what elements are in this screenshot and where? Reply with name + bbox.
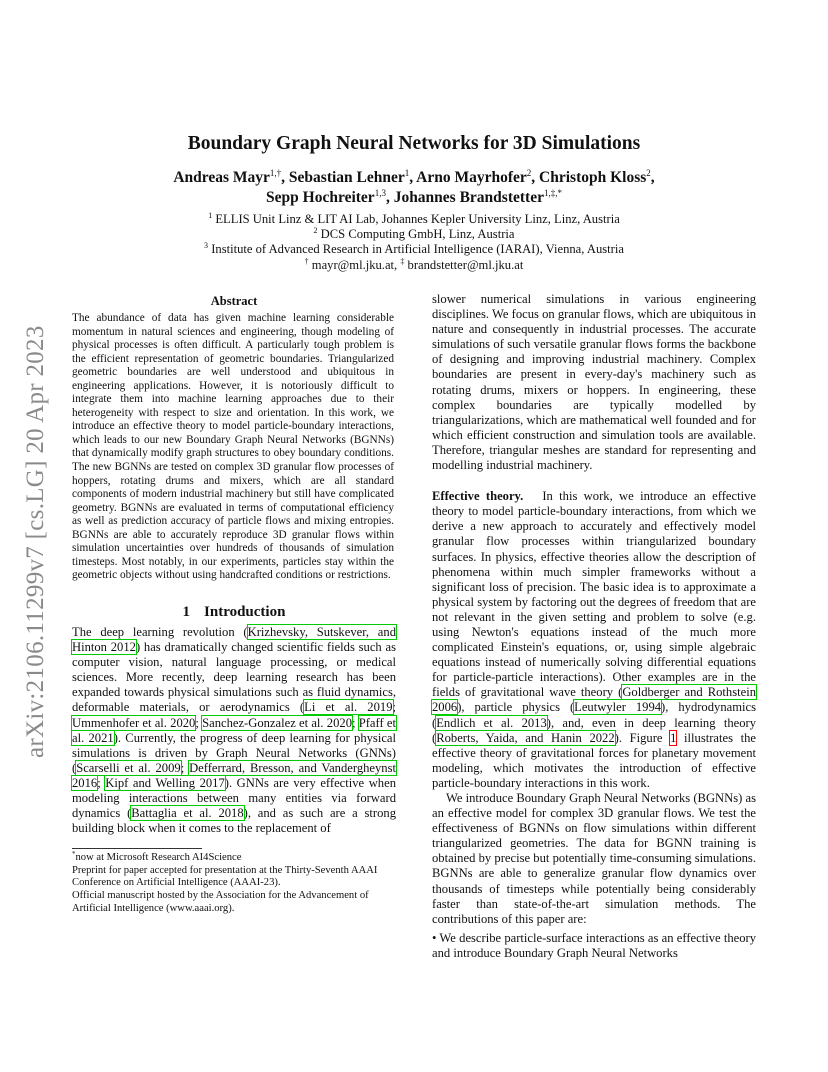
citation-link[interactable]: Sanchez-Gonzalez et al. 2020 bbox=[202, 715, 352, 730]
citation-link[interactable]: Battaglia et al. 2018 bbox=[131, 806, 244, 821]
footnote-affiliation: *now at Microsoft Research AI4Science bbox=[72, 850, 242, 864]
contribution-bullet: • We describe particle-surface interactions as an effective theory and introduce Boundary Graph Neural Networks bbox=[432, 930, 756, 960]
author: Sebastian Lehner$^1$, bbox=[288, 168, 417, 186]
section-heading-introduction: 1 Introduction bbox=[182, 603, 286, 620]
footnote-manuscript: Official manuscript hosted by the Association for the Advancement of Artificial Intelligence (www.aaai.org). bbox=[72, 890, 369, 914]
citation-link[interactable]: Scarselli et al. 2009 bbox=[76, 760, 181, 775]
paper-header bbox=[0, 132, 828, 273]
affiliations bbox=[0, 212, 828, 273]
citation-link[interactable]: Endlich et al. 2013 bbox=[436, 715, 547, 730]
author: Sepp Hochreiter$^{1,3}$, bbox=[266, 188, 394, 206]
bgnn-paragraph: We introduce Boundary Graph Neural Networks (BGNNs) as an effective model for complex 3D granular flows. We test the effectiveness of BGNNs on flow simulations within different triangularized geometries. The data for BGNN training is obtained by precise but potentially time-consuming simulations. BGNNs are able to generalize granular flow dynamics over thousands of timesteps while potentially being considerably faster than state-of-the-art simulation methods. The contributions of this paper are: bbox=[432, 791, 756, 926]
arxiv-identifier bbox=[20, 288, 52, 758]
email-link[interactable]: mayr@ml.jku.at, bbox=[311, 257, 398, 272]
intro-paragraph: The deep learning revolution (Krizhevsky, Sutskever, and Hinton 2012) has dramatically changed scientific fields such as computer vision, natural language processing, or medical sciences. More recently, deep learning research has been expanded towards physical simulations such as fluid dynamics, deformable materials, or aerodynamics (Li et al. 2019; Ummenhofer et al. 2020; Sanchez-Gonzalez et al. 2020; Pfaff et al. 2021). Currently, the progress of deep learning for physical simulations is driven by Graph Neural Networks (GNNs) (Scarselli et al. 2009; Defferrard, Bresson, and Vandergheynst 2016; Kipf and Welling 2017). GNNs are very effective when modeling interactions between many entities via forward dynamics (Battaglia et al. 2018), and as such are a strong building block when it comes to the replacement of bbox=[72, 624, 397, 836]
affiliation: $^2$ DCS Computing GmbH, Linz, Austria bbox=[313, 226, 515, 242]
citation-link[interactable]: Pfaff et al. 2021 bbox=[72, 715, 397, 745]
effective-theory-paragraph: Effective theory. In this work, we introduce an effective theory to model particle-boundary interactions, from which we derive a new approach to accurately and effectively model granular flow processes within triangularized boundary surfaces. In physics, effective theories allow the description of phenomena within much simpler frameworks without a significant loss of precision. The basic idea is to approximate a physical system by factoring out the degrees of freedom that are not relevant in the given setting and problem to solve (e.g. using Newton's equations instead of the much more complicated Einstein's equations, or, using simple algebraic equations instead of numerically solving differential equations for particle-particle interactions). Other examples are in the fields of gravitational wave theory (Goldberger and Rothstein 2006), particle physics (Leutwyler 1994), hydrodynamics (Endlich et al. 2013), and, even in deep learning theory (Roberts, Yaida, and Hanin 2022). Figure 1 illustrates the effective theory of gravitational forces for planetary movement modeling, which motivates the introduction of effective particle-boundary interactions in this work. bbox=[432, 489, 756, 790]
author: Christoph Kloss$^2$, bbox=[539, 168, 655, 186]
author: Arno Mayrhofer$^2$, bbox=[416, 168, 540, 186]
citation-link[interactable]: Li et al. 2019 bbox=[304, 700, 393, 715]
arxiv-identifier-text: arXiv:2106.11299v7 [cs.LG] 20 Apr 2023 bbox=[22, 325, 49, 758]
left-column bbox=[72, 293, 396, 1053]
citation-link[interactable]: Leutwyler 1994 bbox=[574, 700, 662, 715]
intro-paragraph-continued: slower numerical simulations in various engineering disciplines. We focus on granular flows, which are ubiquitous in nature and consequently in industrial processes. The accurate simulations of such versatile granular flows forms the backbone of designing and improving industrial machinery. Complex boundaries are present in every-day's machinery such as rotating drums, mixers or hoppers. In engineering, these complex boundaries are typically modelled by triangularizations, which are mathematical well founded and for which efficient construction and simulation tools are available. Therefore, triangular meshes are standard for representing and modelling industrial machinery. bbox=[432, 292, 756, 473]
citation-link[interactable]: Goldberger and Rothstein 2006 bbox=[432, 685, 756, 715]
email-link[interactable]: brandstetter@ml.jku.at bbox=[407, 257, 524, 272]
abstract-heading: Abstract bbox=[210, 294, 258, 308]
footnote-rule bbox=[72, 848, 202, 849]
paper-title: Boundary Graph Neural Networks for 3D Simulations bbox=[187, 133, 641, 154]
citation-link[interactable]: Kipf and Welling 2017 bbox=[105, 775, 225, 790]
affiliation: $^1$ ELLIS Unit Linz & LIT AI Lab, Johannes Kepler University Linz, Linz, Austria bbox=[208, 211, 620, 226]
citation-link[interactable]: Roberts, Yaida, and Hanin 2022 bbox=[436, 730, 615, 745]
abstract-text: The abundance of data has given machine learning considerable momentum in natural sciences and engineering, though modeling of physical processes is often difficult. A particularly tough problem is the efficient representation of geometric boundaries. Triangularized geometric boundaries are well understood and ubiquitous in engineering applications. However, it is notoriously difficult to integrate them into machine learning approaches due to their heterogeneity with respect to size and orientation. In this work, we introduce an effective theory to model particle-boundary interactions, which leads to our new Boundary Graph Neural Networks (BGNNs) that dynamically modify graph structures to obey boundary conditions. The new BGNNs are tested on complex 3D granular flow processes of hoppers, rotating drums and mixers, which are all standard components of modern industrial machinery but still have complicated geometry. BGNNs are evaluated in terms of computational efficiency as well as prediction accuracy of particle flows and mixing entropies. BGNNs are able to accurately reproduce 3D granular flows within simulation uncertainties over hundreds of thousands of simulation timesteps. Most notably, in our experiments, particles stay within the geometric objects without using handcrafted conditions or restrictions. bbox=[72, 312, 394, 582]
footnote-preprint: Preprint for paper accepted for presentation at the Thirty-Seventh AAAI Conference on Artificial Intelligence (AAAI-23). bbox=[72, 864, 378, 889]
author-list bbox=[0, 168, 828, 208]
author: Johannes Brandstetter$^{1,\ddagger,*}$ bbox=[393, 188, 562, 206]
right-column bbox=[432, 292, 756, 1062]
contact-emails: † mayr@ml.jku.at, ‡ brandstetter@ml.jku.at bbox=[304, 256, 524, 272]
citation-link[interactable]: Krizhevsky, Sutskever, and Hinton 2012 bbox=[72, 624, 396, 655]
paragraph-heading: Effective theory. bbox=[432, 489, 524, 504]
citation-link[interactable]: Defferrard, Bresson, and Vandergheynst 2016 bbox=[72, 760, 397, 790]
author: Andreas Mayr$^{1,\dagger}$, bbox=[173, 168, 289, 186]
citation-link[interactable]: Ummenhofer et al. 2020 bbox=[72, 715, 196, 730]
affiliation: $^3$ Institute of Advanced Research in Artificial Intelligence (IARAI), Vienna, Austria bbox=[204, 241, 624, 257]
figure-link[interactable]: 1 bbox=[670, 730, 677, 745]
